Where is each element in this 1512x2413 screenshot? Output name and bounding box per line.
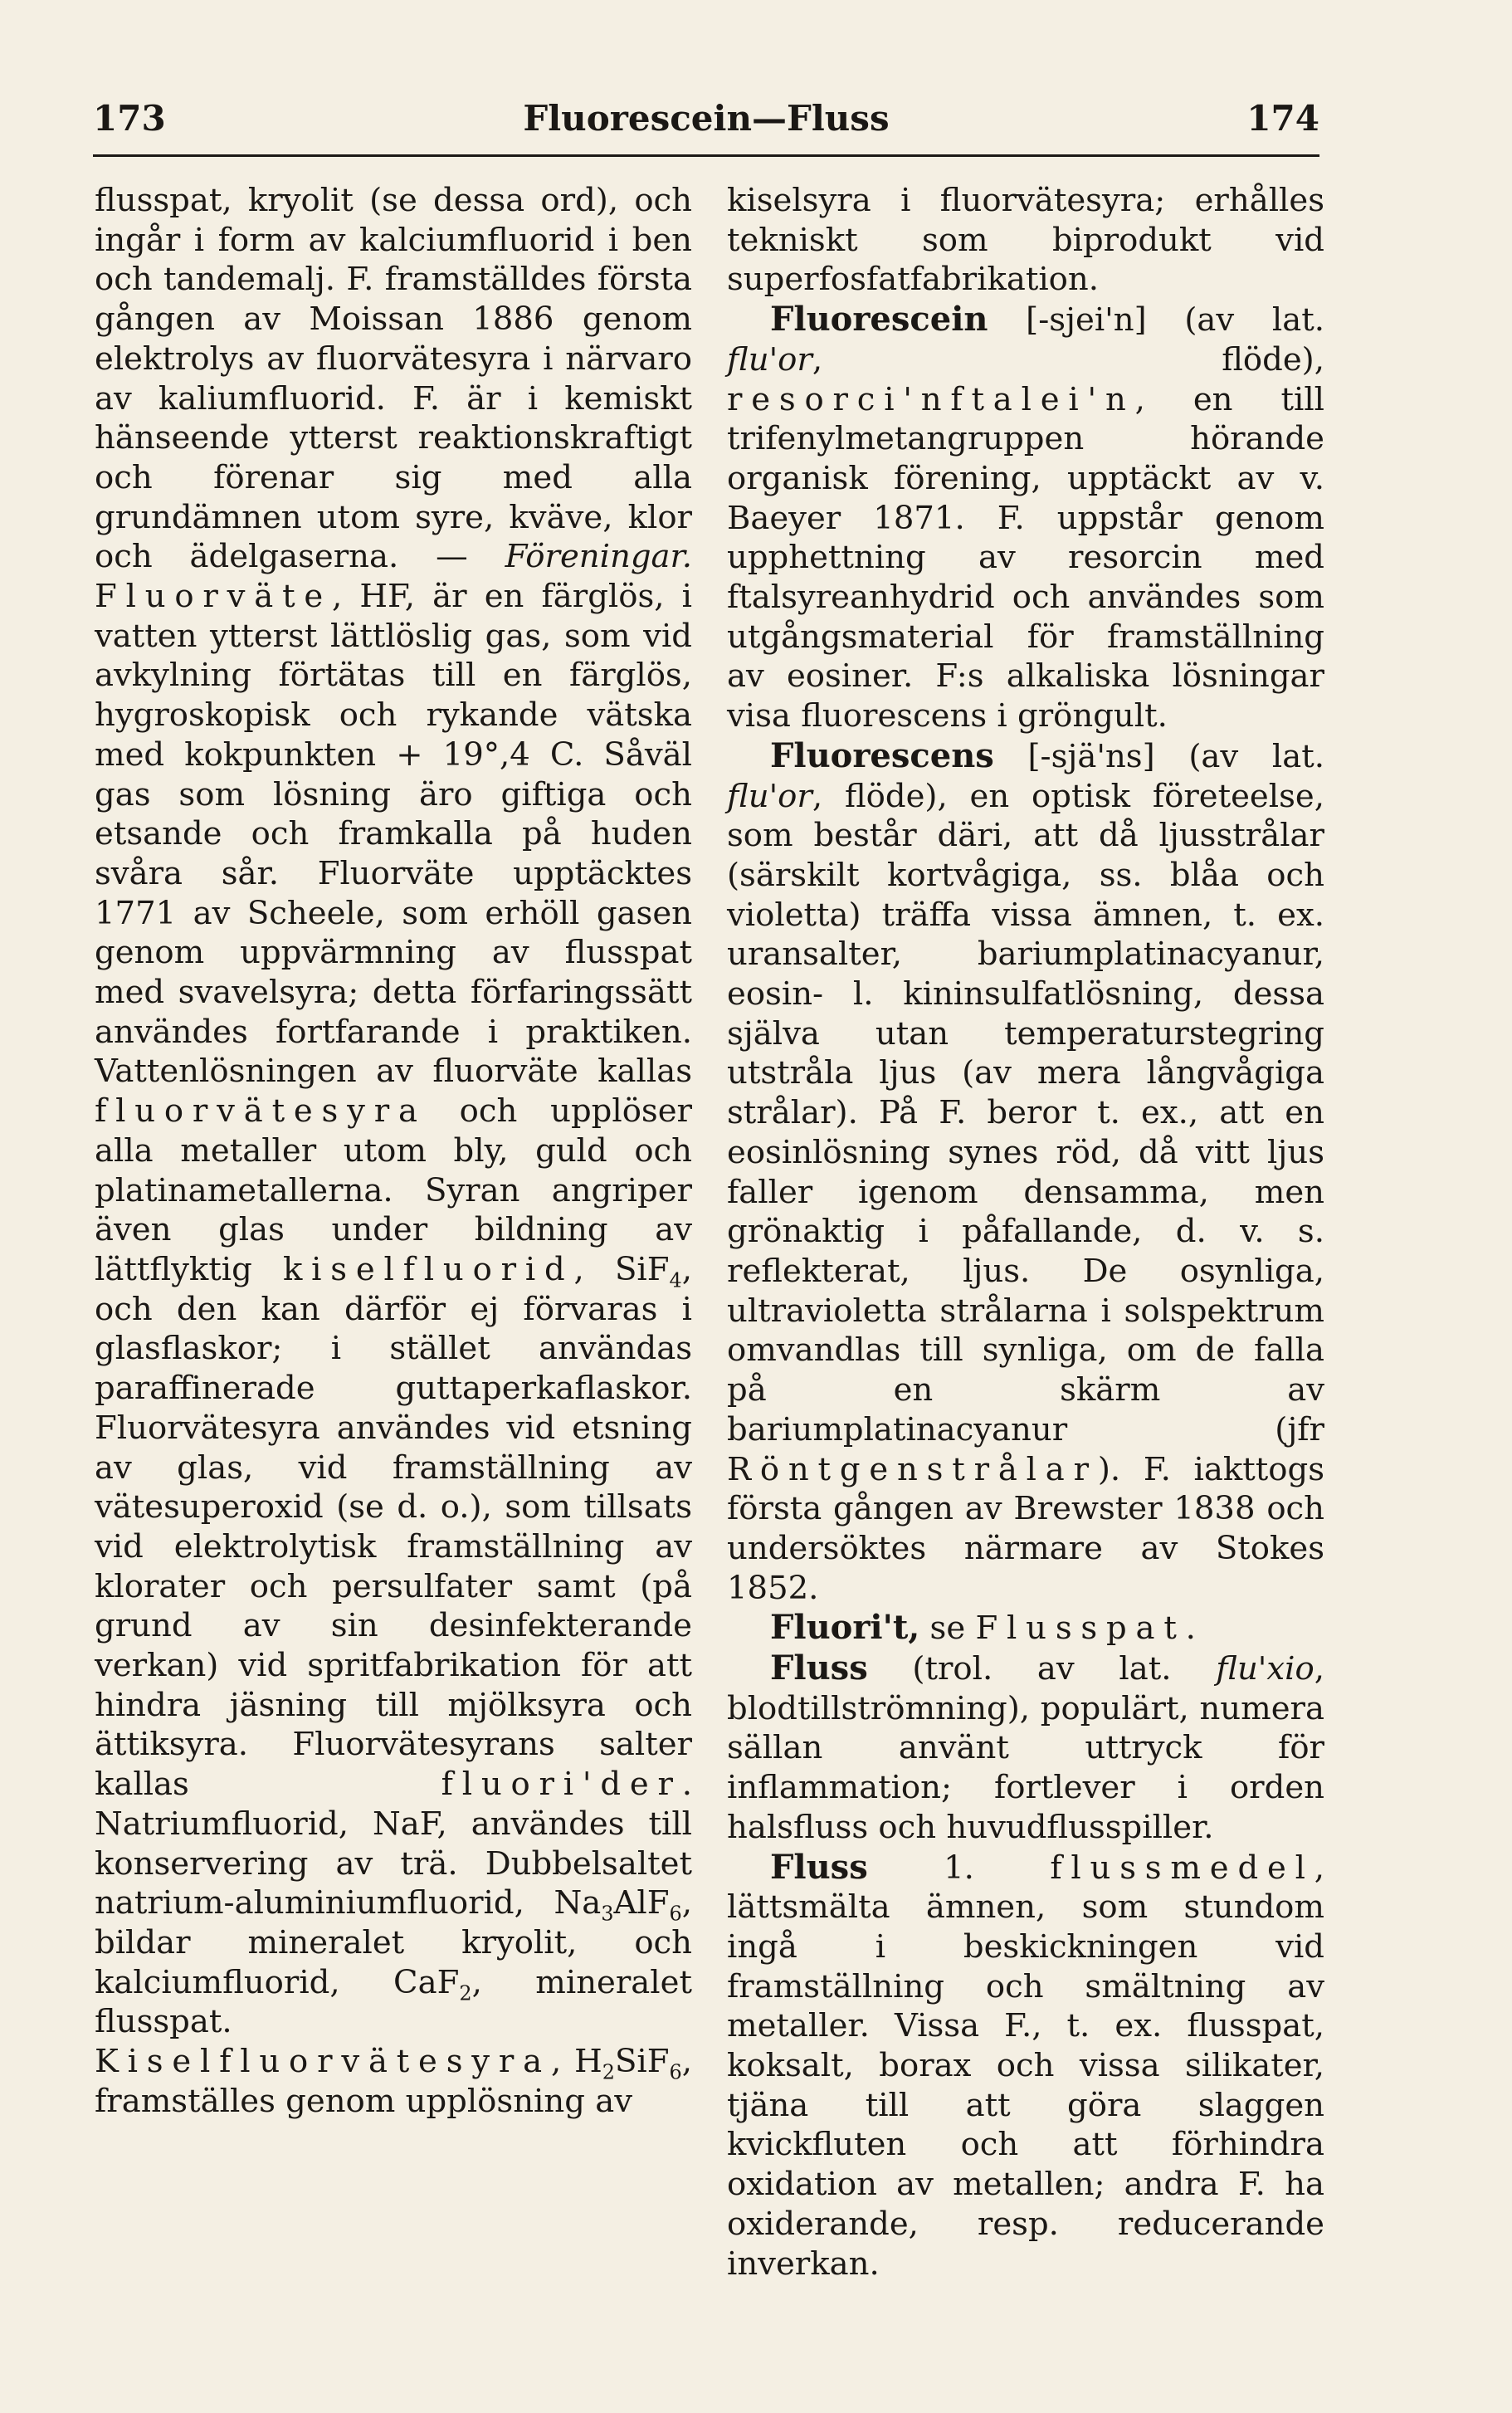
right-column [727, 181, 1324, 2284]
entry-fluss-1: Fluss (trol. av lat. flu'xio, blodtillströmning), populärt, numera sällan använt uttryck för inflammation; fortlever i orden halsfluss och huvudflusspiller. [727, 1649, 1324, 1846]
entry-fluss-2: Fluss 1. flussmedel, lättsmälta ämnen, som stundom ingå i beskickningen vid framställning och smältning av metaller. Vissa F., t. ex. flusspat, koksalt, borax och vissa silikater, tjäna till att göra slaggen kvickfluten och att förhindra oxidation av metallen; andra F. ha oxiderande, resp. reducerande inverkan. [727, 1847, 1324, 2283]
headword-fluorescens: Fluorescens [770, 735, 994, 775]
headword-fluorit: Fluori't, [770, 1608, 920, 1648]
entry-fluorit: Fluori't, se Flusspat. [770, 1608, 1196, 1648]
fluor-article-end: kiselsyra i fluorvätesyra; erhålles tekniskt som biprodukt vid superfosfatfabrikation. [727, 182, 1324, 299]
header-rule [93, 154, 1319, 157]
fluor-article-continuation: flusspat, kryolit (se dessa ord), och ingår i form av kalciumfluorid i ben och tandemalj. F. framställdes första gången av Moissan 1886 genom elektrolys av fluorvätesyra i närvaro av kaliumfluorid. F. är i kemiskt hänseende ytterst reaktionskraftigt och förenar sig med alla grundämnen utom syre, kväve, klor och ädelgaserna. — Föreningar. Fluorväte, HF, är en färglös, i vatten ytterst lättlöslig gas, som vid avkylning förtätas till en färglös, hygroskopisk och rykande vätska med kokpunkten + 19°,4 C. Såväl gas som lösning äro giftiga och etsande och framkalla på huden svåra sår. Fluorväte upptäcktes 1771 av Scheele, som erhöll gasen genom uppvärmning av flusspat med svavelsyra; detta förfaringssätt användes fortfarande i praktiken. Vattenlösningen av fluorväte kallas fluorvätesyra och upplöser alla metaller utom bly, guld och platinametallerna. Syran angriper även glas under bildning av lättflyktig kiselfluorid, SiF$_4$, och den kan därför ej förvaras i glasflaskor; i stället användas paraffinerade guttaperkaflaskor. Fluorvätesyra användes vid etsning av glas, vid framställning av vätesuperoxid (se d. o.), som tillsats vid elektrolytisk framställning av klorater och persulfater samt (på grund av sin desinfekterande verkan) vid spritfabrikation för att hindra jäsning till mjölksyra och ättiksyra. Fluorvätesyrans salter kallas fluori'der. Natriumfluorid, NaF, användes till konservering av trä. Dubbelsaltet natrium-aluminiumfluorid, $Na_3AlF_6$, bildar mineralet kryolit, och kalciumfluorid, CaF$_2$, mineralet flusspat. Kiselfluorvätesyra, $H_2SiF_6$, framställes genom upplösning av [95, 182, 692, 2120]
running-head [93, 93, 1319, 146]
headword-fluss: Fluss [770, 1649, 868, 1688]
entry-fluorescens: Fluorescens [-sjä'ns] (av lat. flu'or, flöde), en optisk företeelse, som består däri, att då ljusstrålar (särskilt kortvågiga, ss. blåa och violetta) träffa vissa ämnen, t. ex. uransalter, bariumplatinacyanur, eosin- l. kininsulfatlösning, dessa själva utan temperaturstegring utstråla ljus (av mera långvågiga strålar). På F. beror t. ex., att en eosinlösning synes röd, då vitt ljus faller igenom densamma, men grönaktig i påfallande, d. v. s. reflekterat, ljus. De osynliga, ultravioletta strålarna i solspektrum omvandlas till synliga, om de falla på en skärm av bariumplatinacyanur (jfr Röntgenstrålar). F. iakttogs första gången av Brewster 1838 och undersöktes närmare av Stokes 1852. [727, 735, 1324, 1607]
entry-fluorescein: Fluorescein [-sjei'n] (av lat. flu'or, flöde), resorci'nftalei'n, en till trifenylmetangruppen hörande organisk förening, upptäckt av v. Baeyer 1871. F. uppstår genom upphettning av resorcin med ftalsyreanhydrid och användes som utgångsmaterial för framställning av eosiner. F:s alkaliska lösningar visa fluorescens i gröngult. [727, 300, 1324, 735]
left-column [95, 181, 692, 2121]
headword-fluss-2: Fluss [770, 1847, 868, 1887]
headword-fluorescein: Fluorescein [770, 300, 988, 339]
page-number-left: 173 [93, 98, 166, 139]
page-number-right: 174 [1246, 98, 1319, 139]
running-title: Fluorescein—Fluss [523, 98, 890, 139]
